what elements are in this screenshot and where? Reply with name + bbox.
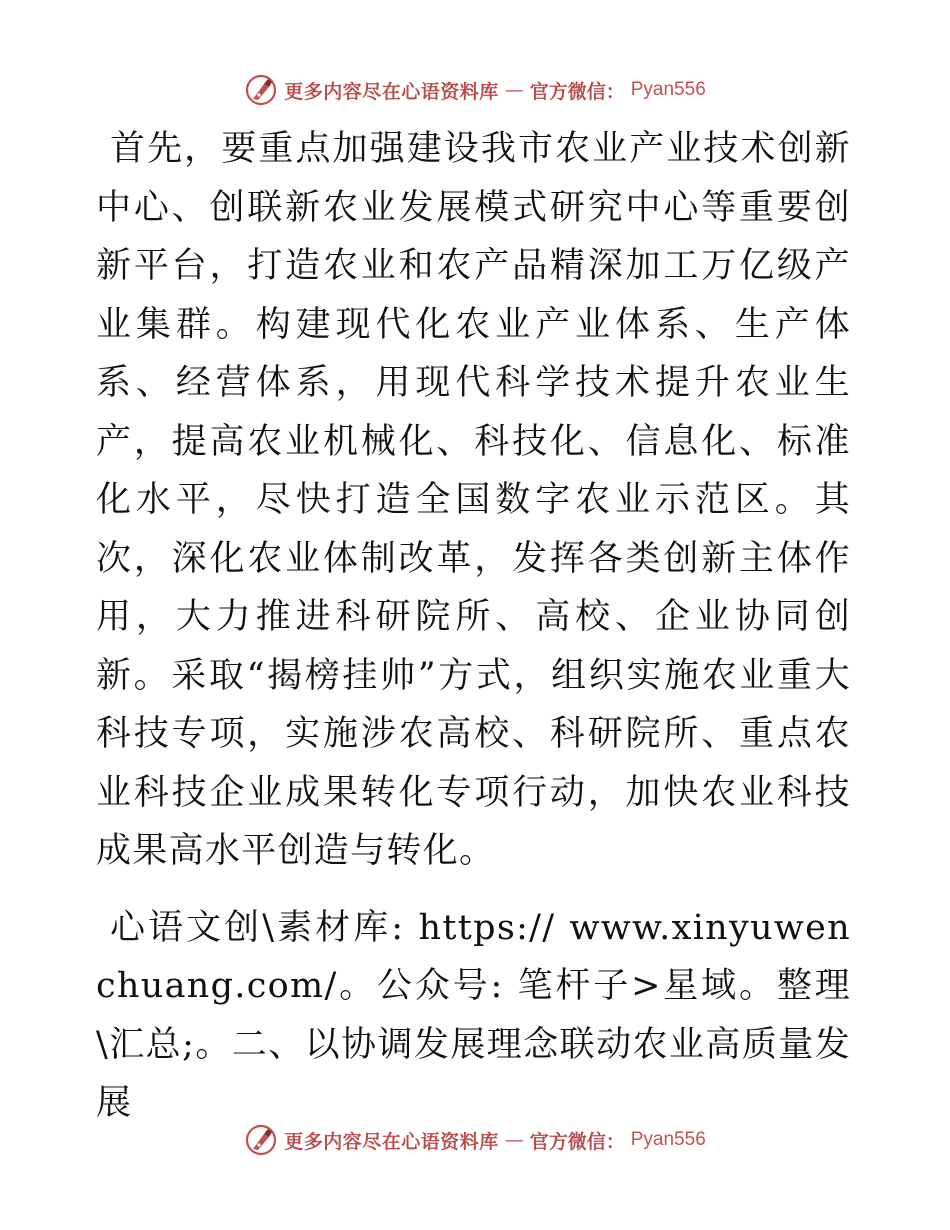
banner-wechat-label: 官方微信： [529, 80, 625, 103]
banner-separator: — [504, 79, 524, 101]
banner-title: 更多内容尽在心语资料库 [284, 80, 499, 103]
header-banner [0, 70, 950, 110]
pen-nib-logo-icon [244, 73, 278, 107]
document-body [96, 120, 851, 1133]
banner-title: 更多内容尽在心语资料库 [284, 1130, 499, 1153]
banner-wechat-id: Pyan556 [630, 79, 706, 100]
paragraph-2: 心语文创\素材库: https:// www.xinyuwenchuang.com/。公众号: 笔杆子>星域。整理\汇总;。二、以协调发展理念联动农业高质量发展 [96, 907, 851, 1123]
pen-nib-logo-icon [244, 1123, 278, 1157]
paragraph-1: 首先，要重点加强建设我市农业产业技术创新中心、创联新农业发展模式研究中心等重要创新平台，打造农业和农产品精深加工万亿级产业集群。构建现代化农业产业体系、生产体系、经营体系，用现代科学技术提升农业生产，提高农业机械化、科技化、信息化、标准化水平，尽快打造全国数字农业示范区。其次，深化农业体制改革，发挥各类创新主体作用，大力推进科研院所、高校、企业协同创新。采取“揭榜挂帅”方式，组织实施农业重大科技专项，实施涉农高校、科研院所、重点农业科技企业成果转化专项行动，加快农业科技成果高水平创造与转化。 [96, 129, 851, 871]
footer-banner [0, 1120, 950, 1160]
banner-separator: — [504, 1129, 524, 1151]
banner-wechat-id: Pyan556 [630, 1129, 706, 1150]
banner-wechat-label: 官方微信： [529, 1130, 625, 1153]
